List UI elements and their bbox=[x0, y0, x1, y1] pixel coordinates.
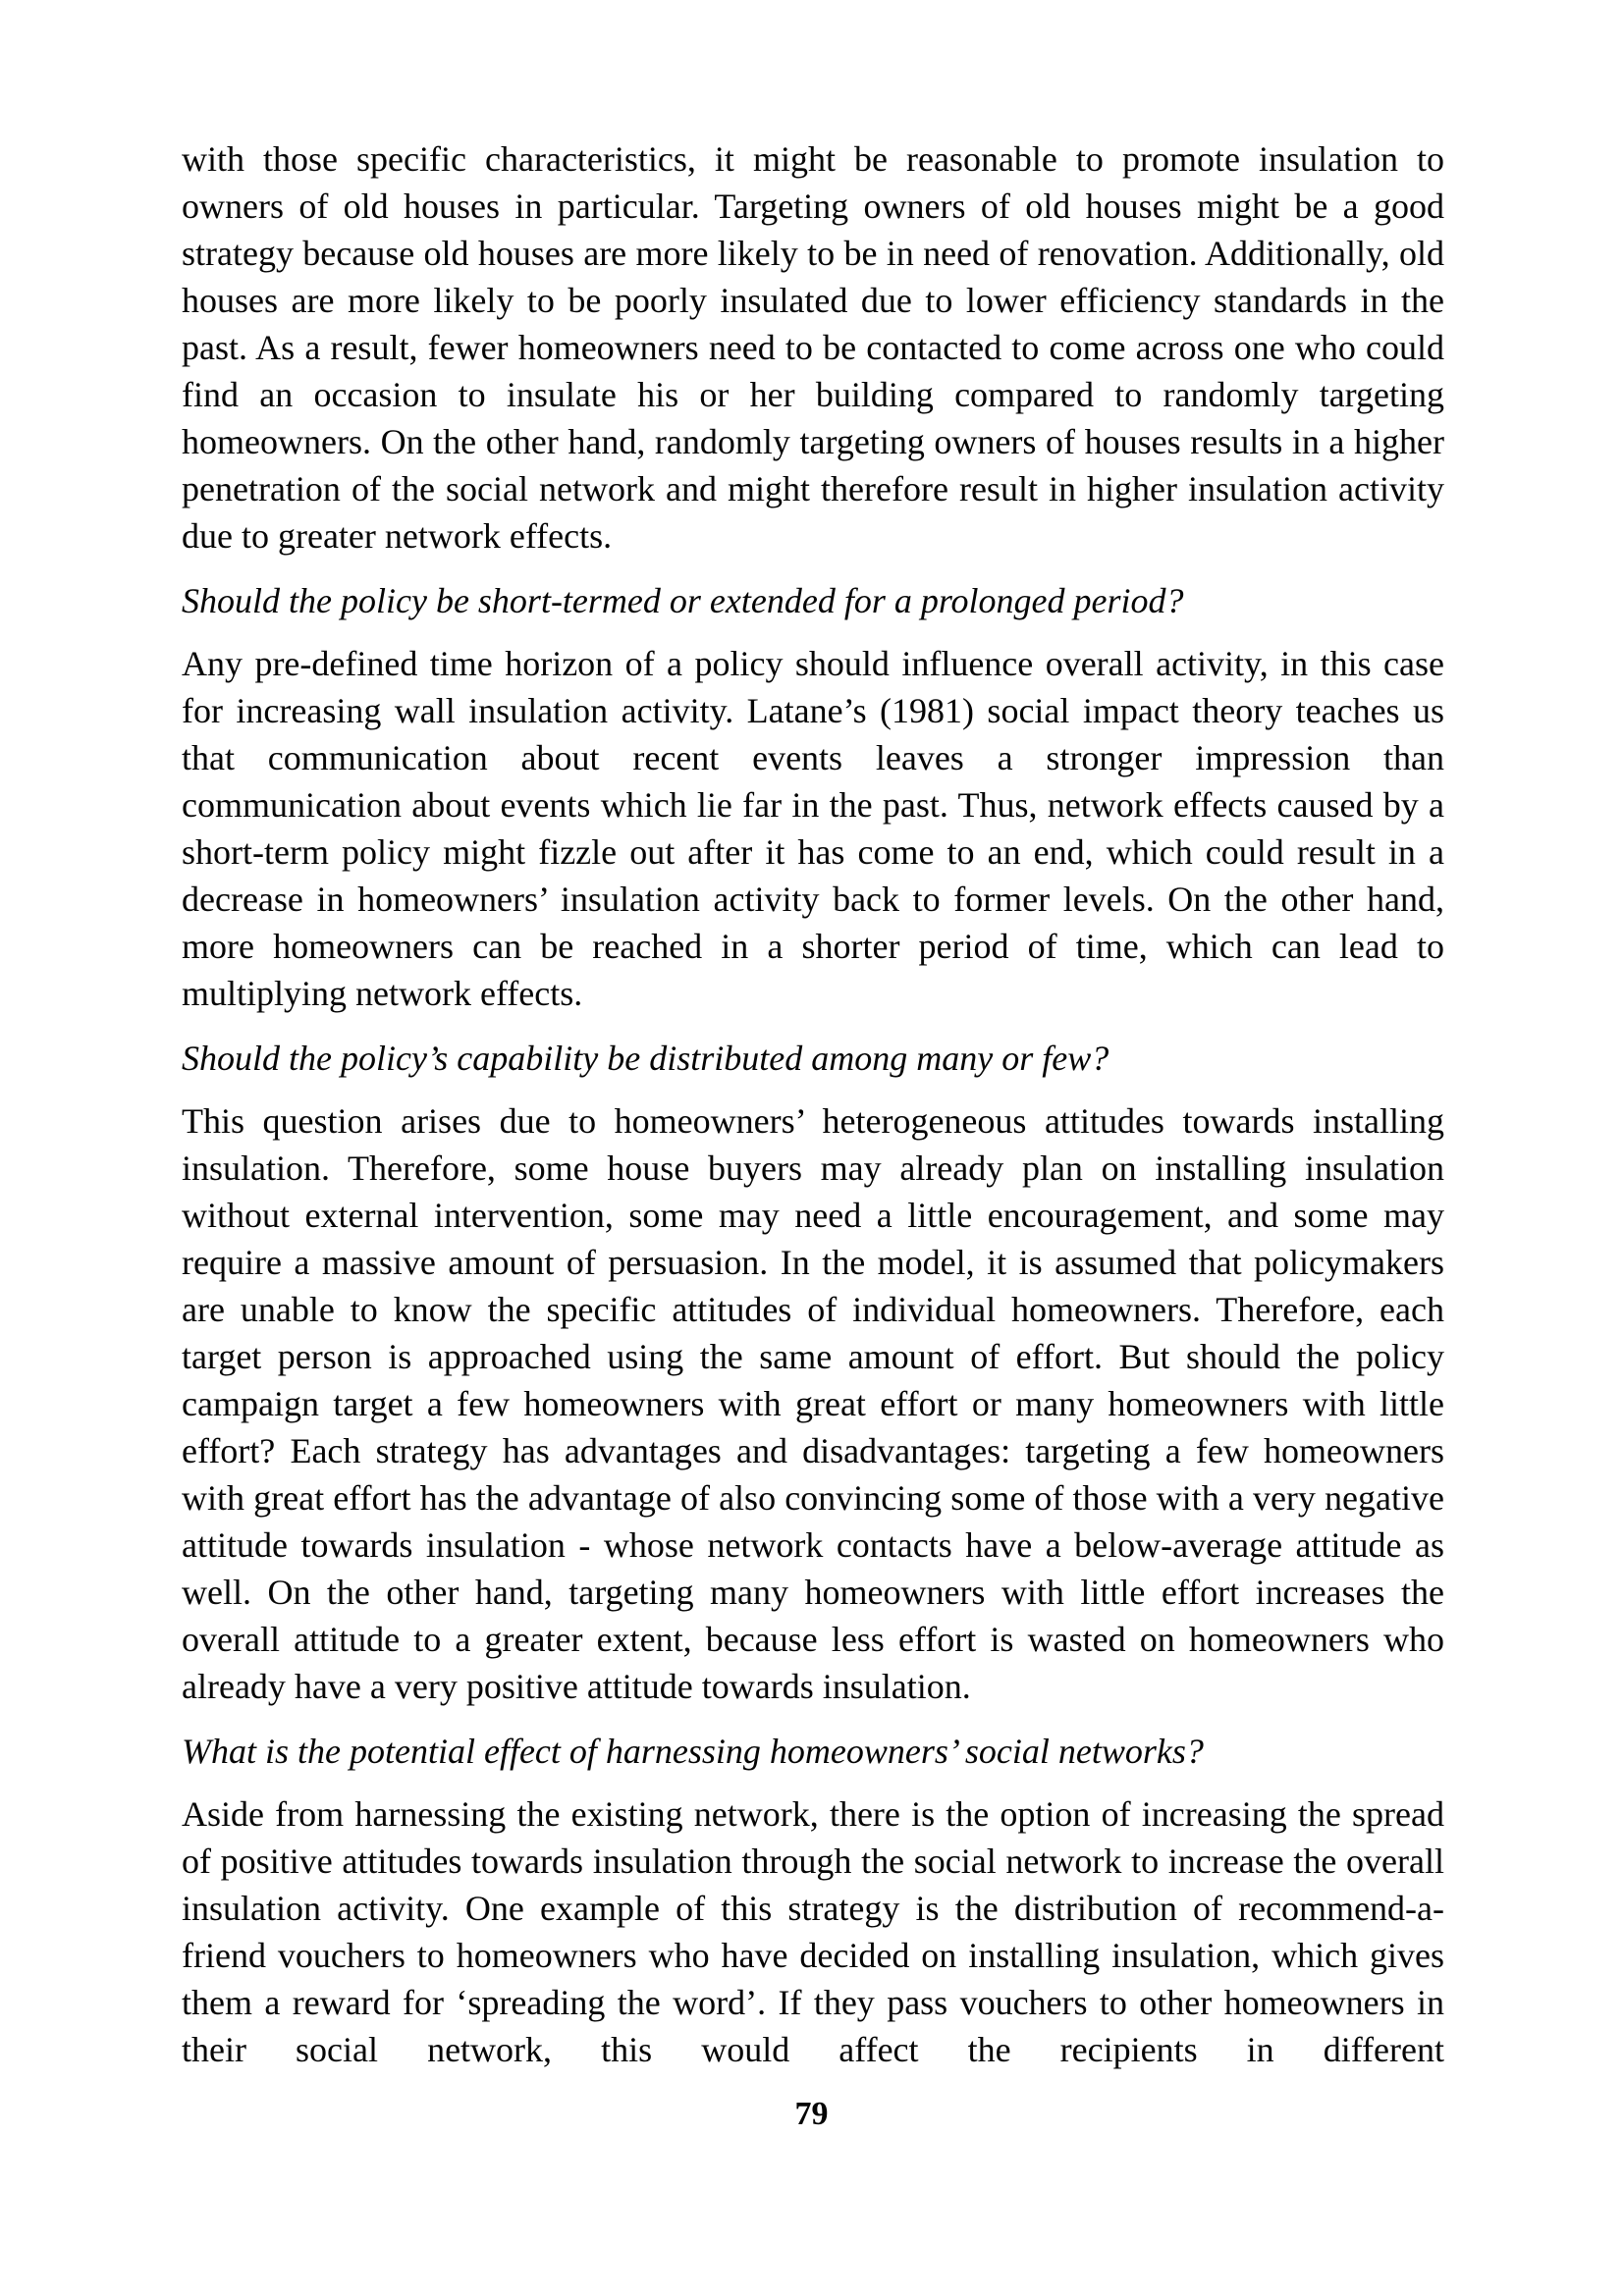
question-heading-social-networks: What is the potential effect of harnessing homeowners’ social networks? bbox=[182, 1732, 1204, 1771]
paragraph-vouchers: Aside from harnessing the existing network, there is the option of increasing the spread of positive attitudes towards insulation through the social network to increase the overall insulation activity. One example of this strategy is the distribution of recommend-a-friend vouchers to homeowners who have decided on installing insulation, which gives them a reward for ‘spreading the word’. If they pass vouchers to other homeowners in their social network, this would affect the recipients in different bbox=[182, 1794, 1444, 2069]
paragraph-heterogeneous-attitudes: This question arises due to homeowners’ heterogeneous attitudes towards installing insulation. Therefore, some house buyers may already plan on installing insulation without external intervention, some may need a little encouragement, and some may require a massive amount of persuasion. In the model, it is assumed that policymakers are unable to know the specific attitudes of individual homeowners. Therefore, each target person is approached using the same amount of effort. But should the policy campaign target a few homeowners with great effort or many homeowners with little effort? Each strategy has advantages and disadvantages: targeting a few homeowners with great effort has the advantage of also convincing some of those with a very negative attitude towards insulation - whose network contacts have a below-average attitude as well. On the other hand, targeting many homeowners with little effort increases the overall attitude to a greater extent, because less effort is wasted on homeowners who already have a very positive attitude towards insulation. bbox=[182, 1101, 1444, 1706]
page-number: 79 bbox=[794, 2096, 829, 2132]
paragraph-targeting-old-houses: with those specific characteristics, it might be reasonable to promote insulation to owners of old houses in particular. Targeting owners of old houses might be a good strategy because old houses are more likely to be in need of renovation. Additionally, old houses are more likely to be poorly insulated due to lower efficiency standards in the past. As a result, fewer homeowners need to be contacted to come across one who could find an occasion to insulate his or her building compared to randomly targeting homeowners. On the other hand, randomly targeting owners of houses results in a higher penetration of the social network and might therefore result in higher insulation activity due to greater network effects. bbox=[182, 139, 1444, 556]
page-body bbox=[182, 135, 1444, 2087]
question-heading-policy-duration: Should the policy be short-termed or extended for a prolonged period? bbox=[182, 581, 1184, 620]
paragraph-time-horizon: Any pre-defined time horizon of a policy should influence overall activity, in this case for increasing wall insulation activity. Latane’s (1981) social impact theory teaches us that communication about recent events leaves a stronger impression than communication about events which lie far in the past. Thus, network effects caused by a short-term policy might fizzle out after it has come to an end, which could result in a decrease in homeowners’ insulation activity back to former levels. On the other hand, more homeowners can be reached in a shorter period of time, which can lead to multiplying network effects. bbox=[182, 644, 1444, 1013]
question-heading-capability-distribution: Should the policy’s capability be distributed among many or few? bbox=[182, 1039, 1109, 1078]
